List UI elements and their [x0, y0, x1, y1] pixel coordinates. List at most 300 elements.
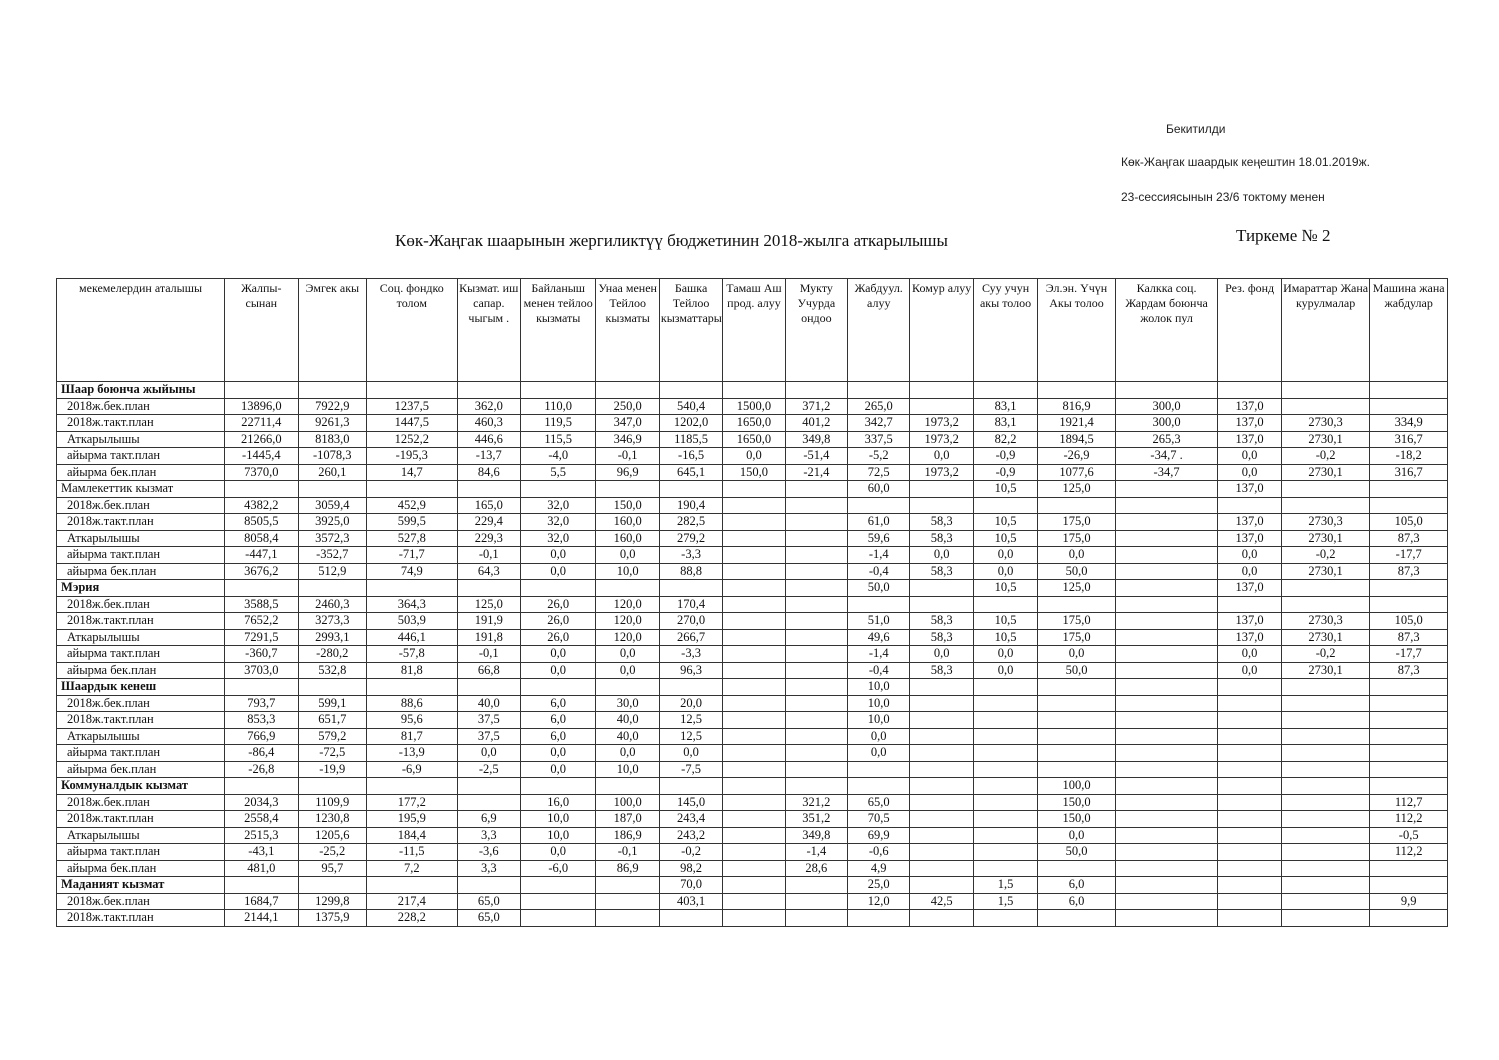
table-cell [366, 877, 457, 894]
table-cell: 10,0 [848, 679, 910, 696]
table-cell: 40,0 [596, 728, 659, 745]
table-cell [1281, 811, 1370, 828]
table-cell [910, 811, 973, 828]
table-cell: 532,8 [298, 662, 366, 679]
table-cell [298, 481, 366, 498]
table-cell: 3,3 [457, 827, 520, 844]
table-cell: -4,0 [520, 448, 595, 465]
table-cell [785, 893, 847, 910]
column-header: Машина жана жабдулар [1370, 279, 1448, 382]
table-cell: 2034,3 [225, 794, 298, 811]
table-cell [1370, 910, 1448, 927]
table-cell [1218, 761, 1281, 778]
table-cell [973, 745, 1037, 762]
table-cell: 58,3 [910, 629, 973, 646]
table-cell: -3,6 [457, 844, 520, 861]
table-cell [910, 679, 973, 696]
table-cell [973, 728, 1037, 745]
table-cell [723, 844, 785, 861]
table-cell [910, 745, 973, 762]
table-cell: 30,0 [596, 695, 659, 712]
table-cell: -16,5 [659, 448, 722, 465]
table-cell [225, 679, 298, 696]
row-label: 2018ж.бек.план [57, 794, 225, 811]
table-cell [1370, 695, 1448, 712]
table-cell [1370, 580, 1448, 597]
table-cell: 50,0 [848, 580, 910, 597]
table-cell [973, 679, 1037, 696]
table-cell: 120,0 [596, 629, 659, 646]
row-label: 2018ж.такт.план [57, 811, 225, 828]
table-cell: 58,3 [910, 563, 973, 580]
table-cell: 21266,0 [225, 431, 298, 448]
table-cell: 0,0 [520, 662, 595, 679]
table-cell: -195,3 [366, 448, 457, 465]
table-cell [785, 382, 847, 399]
column-header: Рез. фонд [1218, 279, 1281, 382]
table-cell: 22711,4 [225, 415, 298, 432]
table-cell [1115, 778, 1218, 795]
table-cell: 2730,1 [1281, 530, 1370, 547]
table-cell: 279,2 [659, 530, 722, 547]
table-cell: -0,1 [596, 844, 659, 861]
table-cell [520, 877, 595, 894]
table-cell [1218, 596, 1281, 613]
table-cell: 282,5 [659, 514, 722, 531]
table-cell [785, 679, 847, 696]
row-label: айырма такт.план [57, 745, 225, 762]
table-cell [785, 629, 847, 646]
table-cell [520, 910, 595, 927]
table-cell [1115, 910, 1218, 927]
table-cell: 37,5 [457, 712, 520, 729]
column-header: Мукту Учурда ондоо [785, 279, 847, 382]
table-cell: -26,8 [225, 761, 298, 778]
table-cell: 1973,2 [910, 431, 973, 448]
table-cell [1218, 827, 1281, 844]
row-label: Аткарылышы [57, 530, 225, 547]
table-cell: -0,1 [596, 448, 659, 465]
table-cell: 2730,1 [1281, 464, 1370, 481]
table-cell [520, 679, 595, 696]
column-header: Соц. фондко толом [366, 279, 457, 382]
table-cell [1115, 695, 1218, 712]
table-cell: 0,0 [1218, 563, 1281, 580]
table-cell [1281, 877, 1370, 894]
table-cell: 349,8 [785, 431, 847, 448]
table-cell [366, 580, 457, 597]
row-label: Аткарылышы [57, 629, 225, 646]
table-cell: -7,5 [659, 761, 722, 778]
table-cell [659, 910, 722, 927]
table-cell: 64,3 [457, 563, 520, 580]
table-cell: 175,0 [1038, 629, 1116, 646]
table-cell [366, 382, 457, 399]
table-cell: 191,8 [457, 629, 520, 646]
table-cell: 65,0 [457, 910, 520, 927]
table-cell: 125,0 [1038, 580, 1116, 597]
table-cell: 0,0 [1218, 547, 1281, 564]
table-cell [785, 646, 847, 663]
table-cell: 0,0 [910, 646, 973, 663]
row-label: 2018ж.такт.план [57, 514, 225, 531]
table-cell: 160,0 [596, 530, 659, 547]
table-cell: -0,5 [1370, 827, 1448, 844]
table-cell: 7291,5 [225, 629, 298, 646]
table-cell [723, 712, 785, 729]
table-cell: 125,0 [1038, 481, 1116, 498]
table-cell [1115, 629, 1218, 646]
table-cell: 87,3 [1370, 629, 1448, 646]
table-cell: 137,0 [1218, 613, 1281, 630]
table-cell [596, 893, 659, 910]
table-cell [1115, 530, 1218, 547]
table-cell: 72,5 [848, 464, 910, 481]
table-cell [1115, 811, 1218, 828]
table-cell [1370, 679, 1448, 696]
table-cell: 579,2 [298, 728, 366, 745]
row-label: 2018ж.бек.план [57, 596, 225, 613]
table-cell [1281, 728, 1370, 745]
table-cell: 65,0 [848, 794, 910, 811]
table-cell: 83,1 [973, 415, 1037, 432]
table-cell [1115, 382, 1218, 399]
table-cell: 1447,5 [366, 415, 457, 432]
table-cell [1218, 497, 1281, 514]
table-cell: 300,0 [1115, 415, 1218, 432]
table-row [57, 431, 1448, 448]
table-row [57, 761, 1448, 778]
table-cell [457, 877, 520, 894]
table-cell: 10,5 [973, 514, 1037, 531]
column-header: Жабдуул. алуу [848, 279, 910, 382]
table-cell [1370, 877, 1448, 894]
table-row [57, 910, 1448, 927]
table-cell [910, 728, 973, 745]
budget-table [56, 278, 1448, 927]
table-cell [298, 580, 366, 597]
table-cell: 87,3 [1370, 563, 1448, 580]
table-row [57, 844, 1448, 861]
table-row [57, 547, 1448, 564]
table-cell [1038, 745, 1116, 762]
table-row [57, 596, 1448, 613]
table-cell: -3,3 [659, 646, 722, 663]
table-cell: 853,3 [225, 712, 298, 729]
table-cell [1115, 728, 1218, 745]
table-cell [785, 497, 847, 514]
table-cell [1218, 794, 1281, 811]
table-cell: 82,2 [973, 431, 1037, 448]
table-cell: 177,2 [366, 794, 457, 811]
table-cell [910, 481, 973, 498]
table-cell [973, 497, 1037, 514]
table-cell: 70,5 [848, 811, 910, 828]
table-cell: 120,0 [596, 613, 659, 630]
row-label: айырма бек.план [57, 860, 225, 877]
table-cell [1115, 596, 1218, 613]
table-cell [723, 695, 785, 712]
table-cell: 349,8 [785, 827, 847, 844]
table-cell: 84,6 [457, 464, 520, 481]
table-cell: 119,5 [520, 415, 595, 432]
table-cell: -0,4 [848, 662, 910, 679]
table-cell [457, 580, 520, 597]
section-row [57, 382, 1448, 399]
table-cell: 1894,5 [1038, 431, 1116, 448]
table-cell: 58,3 [910, 514, 973, 531]
table-cell: -1078,3 [298, 448, 366, 465]
table-cell: 265,3 [1115, 431, 1218, 448]
table-cell: 229,3 [457, 530, 520, 547]
table-cell: 12,5 [659, 712, 722, 729]
table-cell: 0,0 [973, 563, 1037, 580]
table-cell [1115, 712, 1218, 729]
table-cell: 460,3 [457, 415, 520, 432]
table-cell: 28,6 [785, 860, 847, 877]
column-header: Комур алуу [910, 279, 973, 382]
table-cell: 32,0 [520, 530, 595, 547]
document-title: Көк-Жаңгак шаарынын жергиликтүү бюджетинин 2018-жылга аткарылышы [395, 231, 948, 250]
table-cell [298, 877, 366, 894]
table-cell [1218, 382, 1281, 399]
table-cell [910, 712, 973, 729]
table-row [57, 415, 1448, 432]
table-row [57, 613, 1448, 630]
table-cell: 137,0 [1218, 514, 1281, 531]
table-cell: 1650,0 [723, 415, 785, 432]
table-cell: -11,5 [366, 844, 457, 861]
column-header: Жалпы-сынан [225, 279, 298, 382]
table-cell: -17,7 [1370, 547, 1448, 564]
table-cell: 9261,3 [298, 415, 366, 432]
table-cell [910, 860, 973, 877]
table-cell [973, 761, 1037, 778]
table-row [57, 514, 1448, 531]
table-cell: 26,0 [520, 613, 595, 630]
approval-line-1: Бекитилди [1166, 122, 1226, 136]
table-cell: 0,0 [973, 646, 1037, 663]
table-cell: 265,0 [848, 398, 910, 415]
table-cell [910, 761, 973, 778]
table-cell: 243,2 [659, 827, 722, 844]
table-cell: 1252,2 [366, 431, 457, 448]
table-cell: 184,4 [366, 827, 457, 844]
table-cell: -34,7 [1115, 464, 1218, 481]
table-cell: 347,0 [596, 415, 659, 432]
table-cell: 10,5 [973, 481, 1037, 498]
table-cell: 3676,2 [225, 563, 298, 580]
table-cell: 651,7 [298, 712, 366, 729]
table-cell [723, 745, 785, 762]
table-cell [225, 481, 298, 498]
table-cell: 0,0 [520, 563, 595, 580]
table-cell [596, 580, 659, 597]
table-cell: 175,0 [1038, 514, 1116, 531]
table-cell [1218, 877, 1281, 894]
table-cell: 3588,5 [225, 596, 298, 613]
table-row [57, 695, 1448, 712]
table-cell: 2730,1 [1281, 629, 1370, 646]
table-cell [457, 794, 520, 811]
table-cell [1115, 497, 1218, 514]
table-cell [1281, 580, 1370, 597]
column-header: Башка Тейлоо кызматтары [659, 279, 722, 382]
table-cell: -57,8 [366, 646, 457, 663]
table-cell [1115, 761, 1218, 778]
table-cell: -34,7 . [1115, 448, 1218, 465]
table-cell: 13896,0 [225, 398, 298, 415]
table-cell: 2730,3 [1281, 415, 1370, 432]
table-cell [298, 679, 366, 696]
table-cell: -0,9 [973, 448, 1037, 465]
table-cell [785, 563, 847, 580]
table-cell: 137,0 [1218, 398, 1281, 415]
table-cell: 446,6 [457, 431, 520, 448]
table-cell: 10,5 [973, 613, 1037, 630]
table-cell: 6,0 [1038, 893, 1116, 910]
row-label: айырма бек.план [57, 761, 225, 778]
table-cell [1281, 695, 1370, 712]
table-cell: 88,8 [659, 563, 722, 580]
table-cell: 10,0 [848, 695, 910, 712]
table-cell: 150,0 [596, 497, 659, 514]
table-cell [973, 844, 1037, 861]
table-cell [1115, 679, 1218, 696]
table-cell [1218, 728, 1281, 745]
table-cell: 10,0 [520, 827, 595, 844]
table-cell [910, 596, 973, 613]
table-cell: 316,7 [1370, 464, 1448, 481]
table-cell [1281, 910, 1370, 927]
table-cell [1281, 497, 1370, 514]
column-header: Эл.эн. Үчүн Акы толоо [1038, 279, 1116, 382]
table-cell: -0,2 [1281, 448, 1370, 465]
table-cell: -43,1 [225, 844, 298, 861]
table-cell: 0,0 [1218, 662, 1281, 679]
table-cell [723, 497, 785, 514]
table-cell [848, 382, 910, 399]
table-cell: 1684,7 [225, 893, 298, 910]
table-cell [366, 481, 457, 498]
table-cell [1218, 893, 1281, 910]
table-cell: 10,5 [973, 530, 1037, 547]
table-cell: 65,0 [457, 893, 520, 910]
table-cell [723, 596, 785, 613]
table-cell: 229,4 [457, 514, 520, 531]
table-cell [723, 860, 785, 877]
table-cell [1370, 382, 1448, 399]
table-cell: 186,9 [596, 827, 659, 844]
table-cell: 100,0 [1038, 778, 1116, 795]
table-cell [910, 877, 973, 894]
table-cell [1115, 514, 1218, 531]
table-cell [910, 398, 973, 415]
table-cell [1115, 662, 1218, 679]
table-cell: 6,0 [1038, 877, 1116, 894]
table-cell: 96,3 [659, 662, 722, 679]
table-cell: 266,7 [659, 629, 722, 646]
table-cell: 120,0 [596, 596, 659, 613]
table-cell: 74,9 [366, 563, 457, 580]
row-label: Аткарылышы [57, 827, 225, 844]
table-cell: 49,6 [848, 629, 910, 646]
table-cell: 645,1 [659, 464, 722, 481]
row-label: айырма бек.план [57, 662, 225, 679]
table-cell: 58,3 [910, 530, 973, 547]
table-cell: 1921,4 [1038, 415, 1116, 432]
table-cell [366, 679, 457, 696]
section-row [57, 481, 1448, 498]
table-cell: 8505,5 [225, 514, 298, 531]
table-cell [723, 910, 785, 927]
table-cell: 7,2 [366, 860, 457, 877]
table-cell [520, 382, 595, 399]
table-cell: -6,9 [366, 761, 457, 778]
table-cell: 2730,1 [1281, 431, 1370, 448]
table-cell: 26,0 [520, 629, 595, 646]
table-cell [910, 580, 973, 597]
table-cell: 316,7 [1370, 431, 1448, 448]
table-cell [973, 382, 1037, 399]
row-label: 2018ж.бек.план [57, 893, 225, 910]
table-cell: 6,0 [520, 712, 595, 729]
table-cell: 351,2 [785, 811, 847, 828]
table-cell [785, 728, 847, 745]
table-cell [457, 778, 520, 795]
table-cell: 260,1 [298, 464, 366, 481]
table-cell: -1445,4 [225, 448, 298, 465]
table-cell [723, 547, 785, 564]
table-row [57, 464, 1448, 481]
table-cell: 1,5 [973, 877, 1037, 894]
table-cell: 12,0 [848, 893, 910, 910]
table-cell [1370, 481, 1448, 498]
table-row [57, 811, 1448, 828]
table-cell [723, 530, 785, 547]
table-cell: -0,4 [848, 563, 910, 580]
table-cell [1115, 860, 1218, 877]
table-cell [785, 745, 847, 762]
table-cell [520, 580, 595, 597]
table-cell: 6,0 [520, 695, 595, 712]
table-cell: 105,0 [1370, 613, 1448, 630]
table-cell [596, 877, 659, 894]
table-cell [785, 877, 847, 894]
table-cell [848, 596, 910, 613]
row-label: 2018ж.бек.план [57, 398, 225, 415]
table-cell [723, 580, 785, 597]
table-cell [1218, 860, 1281, 877]
table-cell: 446,1 [366, 629, 457, 646]
table-cell: 1202,0 [659, 415, 722, 432]
table-cell: 364,3 [366, 596, 457, 613]
table-cell: -13,7 [457, 448, 520, 465]
table-cell: 50,0 [1038, 662, 1116, 679]
column-header: Тамаш Аш прод. алуу [723, 279, 785, 382]
table-cell: 20,0 [659, 695, 722, 712]
table-cell [659, 481, 722, 498]
table-cell: 150,0 [1038, 811, 1116, 828]
table-cell [1370, 761, 1448, 778]
table-cell: 0,0 [596, 646, 659, 663]
table-cell [973, 712, 1037, 729]
row-label: 2018ж.такт.план [57, 910, 225, 927]
table-cell: 250,0 [596, 398, 659, 415]
table-cell: 95,7 [298, 860, 366, 877]
table-cell [1370, 860, 1448, 877]
table-cell: 26,0 [520, 596, 595, 613]
